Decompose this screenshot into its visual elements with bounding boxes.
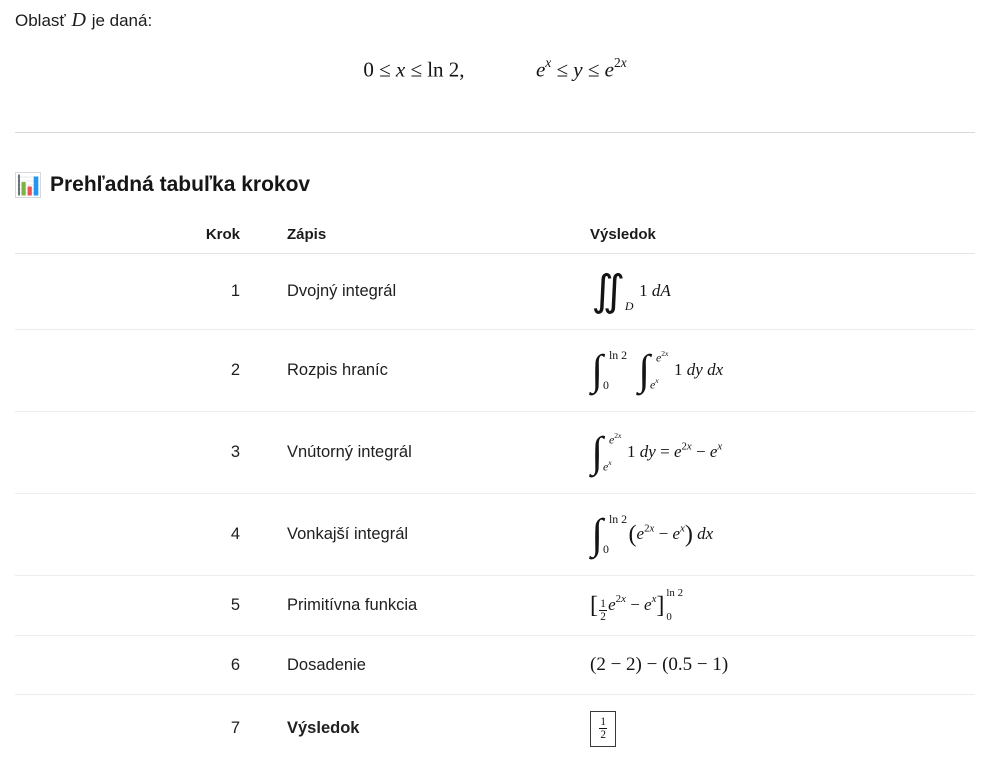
- section-divider: [15, 132, 975, 133]
- step-label: Dosadenie: [287, 655, 366, 674]
- col-header-krok: Krok: [205, 225, 240, 243]
- step-result: ∫ ln 2 0 $(e^{2x} - e^x)$ dx: [591, 510, 714, 558]
- step-result: [ $\frac{1}{2}$ $e^{2x} - e^x$] ln 2 0: [590, 586, 684, 624]
- step-number: 3: [230, 443, 240, 462]
- bar-chart-icon: [15, 172, 41, 198]
- step-label: Primitívna funkcia: [287, 596, 418, 615]
- step-number: 4: [230, 525, 240, 544]
- region-variable: D: [71, 9, 86, 31]
- step-result: ∫ ln 2 0 ∫ $e^{2x}$ $e^x$ 1 dy dx: [591, 346, 724, 394]
- table-row: [15, 254, 975, 330]
- section-heading: [15, 172, 975, 198]
- table-row: [15, 576, 975, 636]
- step-label: Dvojný integrál: [287, 282, 397, 301]
- intro-pre: Oblasť: [15, 11, 71, 30]
- table-row: [15, 330, 975, 412]
- domain-formula: 0 ≤ x ≤ ln 2, $e^x \le y \le e^{2x}$: [363, 55, 627, 82]
- intro-text: [15, 0, 975, 34]
- step-number: 2: [230, 361, 240, 380]
- step-result: ∫ $e^{2x}$ $e^x$ 1 dy = $e^{2x} - e^x$: [591, 428, 723, 476]
- section-title: Prehľadná tabuľka krokov: [50, 173, 311, 196]
- table-body: [15, 254, 975, 762]
- table-row: [15, 636, 975, 695]
- step-number: 5: [230, 596, 240, 615]
- step-result: ∬ D 1 dA: [591, 267, 671, 315]
- intro-post: je daná:: [86, 11, 153, 30]
- step-number: 6: [230, 655, 240, 674]
- col-header-zapis: Zápis: [287, 225, 327, 243]
- step-label: Výsledok: [287, 719, 360, 738]
- step-result: (2 − 2) − (0.5 − 1): [590, 654, 729, 676]
- step-label: Vonkajší integrál: [287, 525, 409, 544]
- table-row: [15, 412, 975, 494]
- col-header-vysledok: Výsledok: [590, 225, 656, 243]
- table-header-row: [15, 215, 975, 254]
- steps-table: [15, 215, 975, 762]
- step-number: 7: [230, 719, 240, 738]
- table-row: [15, 695, 975, 762]
- table-row: [15, 494, 975, 576]
- step-label: Vnútorný integrál: [287, 443, 412, 462]
- step-label: Rozpis hraníc: [287, 361, 388, 380]
- step-number: 1: [230, 282, 240, 301]
- step-result: 1 2: [590, 711, 975, 747]
